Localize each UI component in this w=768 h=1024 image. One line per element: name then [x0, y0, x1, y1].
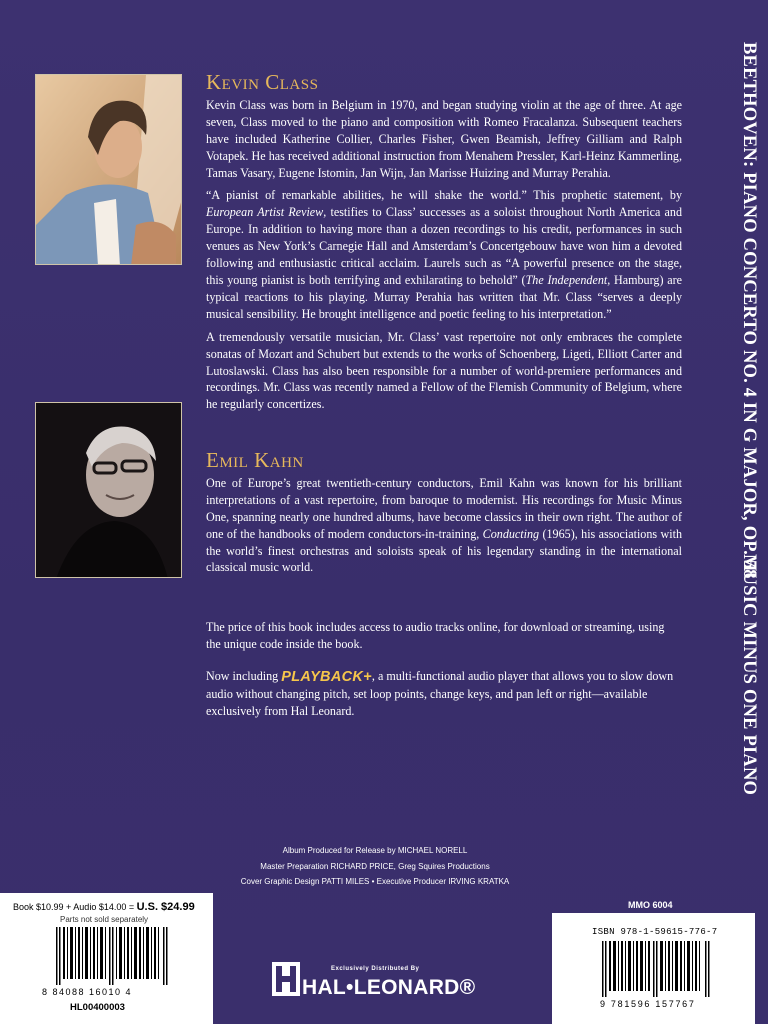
spine [738, 42, 764, 796]
isbn-text: ISBN 978-1-59615-776-7 [592, 927, 718, 937]
isbn-box [552, 913, 755, 1024]
credit-master: Master Preparation RICHARD PRICE, Greg Squires Productions [260, 861, 490, 871]
hal-leonard-name: HAL•LEONARD® [302, 976, 476, 999]
isbn-barcode [602, 941, 710, 997]
mmo-number: MMO 6004 [628, 900, 673, 910]
credits [180, 843, 570, 890]
isbn-number: 9 781596 157767 [600, 999, 696, 1009]
spine-subtitle: MUSIC MINUS ONE PIANO [739, 554, 759, 796]
credit-design: Cover Graphic Design PATTI MILES • Executive Producer IRVING KRATKA [240, 877, 510, 886]
hl-product-code: HL00400003 [70, 1002, 125, 1013]
kevin-bio-paragraph-1: Kevin Class was born in Belgium in 1970, and began studying violin at the age of three. At age seven, Class moved to the piano and composition with Romeo Fracalanza. Subsequent teachers have included Katherine Collier, Charles Fisher, Gwen Beamish, Jeffrey Gilliam and Ralph Votapek. He has received additional instruction from Menahem Pressler, Karl-Heinz Kammerling, Tamas Vasary, Eugene Istomin, Jan Wijn, Jan Marisse Huizing and Murray Perahia. [206, 97, 682, 180]
emil-kahn-heading: Emil Kahn [206, 448, 304, 472]
kevin-bio-paragraph-3: A tremendously versatile musician, Mr. Class’ vast repertoire not only embraces the complete sonatas of Mozart and Schubert but extends to the works of Schoenberg, Ligeti, Elliott Carter and Lutoslawski. Class has also been responsible for a number of world-premiere performances and recordings. Mr. Class was recently named a Fellow of the Flemish Community of Belgium, where he regularly concertizes. [206, 329, 682, 412]
price-note: Parts not sold separately [60, 915, 149, 924]
kevin-bio-paragraph-2: “A pianist of remarkable abilities, he will shake the world.” This prophetic statement, by European Artist Review, testifies to Class’ successes as a soloist throughout North America and Europe. In addition to having more than a dozen recordings to his credit, performances in such venues as New York’s Carnegie Hall and Amsterdam’s Concertgebouw have won him a devoted following and enthusiastic critical acclaim. Laurels such as “A powerful presence on the stage, this young pianist is both terrifying and exhilarating to behold” (The Independent, Hamburg) are typical reactions to his playing. Murray Perahia has written that Mr. Class “serves a deeply musical sensibility. He brought intelligence and poetic feeling to his interpretation.” [206, 188, 683, 321]
credit-producer: Album Produced for Release by MICHAEL NORELL [282, 846, 468, 855]
distributed-by-label: Exclusively Distributed By [331, 966, 420, 972]
price-line: Book $10.99 + Audio $14.00 = U.S. $24.99 [13, 901, 195, 913]
emil-kahn-photo [35, 402, 182, 578]
kevin-class-bio [206, 70, 683, 419]
emil-kahn-bio [206, 448, 682, 582]
kevin-class-heading: Kevin Class [206, 70, 319, 94]
price-box [0, 893, 213, 1024]
emil-bio-paragraph: One of Europe’s great twentieth-century conductors, Emil Kahn was known for his brilliant interpretations of a vast repertoire, from baroque to modernist. His recordings for Music Minus One, spanning nearly one hundred albums, have become classics in their own right. The author of one of the handbooks of modern conductors-in-training, Conducting (1965), his associations with the world’s finest orchestras and soloists speak of his legendary standing in the international classical music world. [206, 475, 682, 575]
playback-note: Now including PLAYBACK+, a multi-functional audio player that allows you to slow down audio without changing pitch, set loop points, change keys, and pan left or right—available exclusively from Hal Leonard. [206, 669, 674, 718]
playback-logo: PLAYBACK+ [281, 669, 372, 685]
kevin-class-photo [35, 74, 182, 265]
audio-access-note: The price of this book includes access to audio tracks online, for download or streaming, using the unique code inside the book. [206, 620, 665, 651]
upc-number: 8 84088 16010 4 [42, 987, 133, 997]
upc-barcode [56, 927, 168, 985]
spine-title: BEETHOVEN: PIANO CONCERTO NO. 4 IN G MAJOR, OP. 58 [739, 42, 759, 579]
hal-leonard-logo-icon [272, 962, 300, 996]
